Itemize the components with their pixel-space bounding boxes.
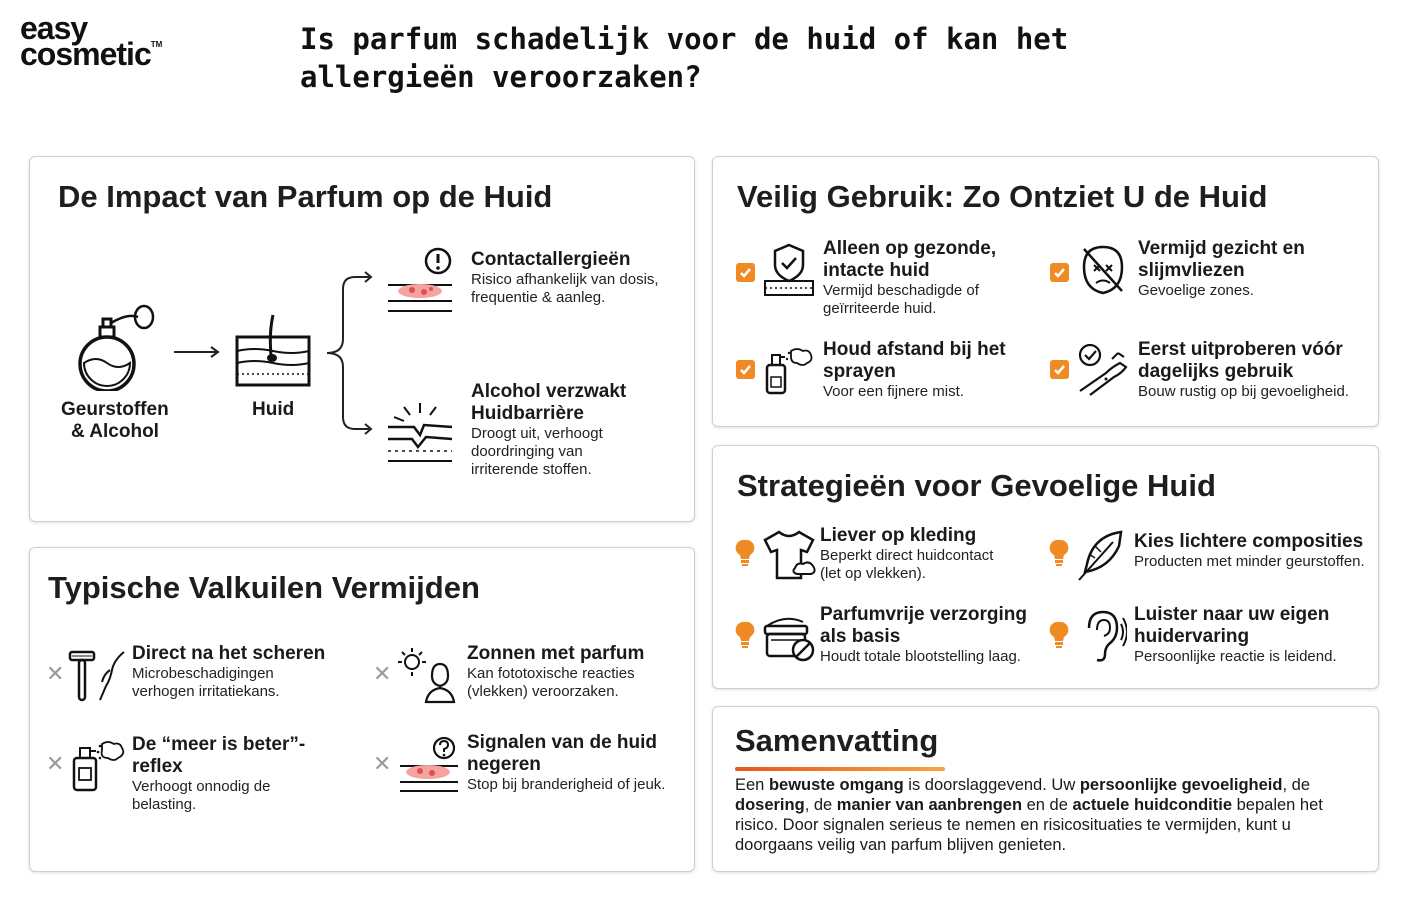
strategy-item-light: [1134, 531, 1374, 571]
strategies-heading: Strategieën voor Gevoelige Huid: [737, 468, 1216, 503]
source-label-1: Geurstoffen: [61, 399, 169, 420]
strategy-item-clothing: [820, 525, 1020, 583]
safe-item-intact-skin: [823, 238, 1023, 318]
pitfall-item-shaving-desc: Microbeschadigingen verhogen irritatiekans.: [132, 665, 280, 700]
bulb-icon: [735, 620, 755, 650]
summary-card: [712, 706, 1379, 872]
tshirt-icon: [761, 528, 817, 582]
pitfall-item-more-desc: Verhoogt onnodig de belasting.: [132, 778, 271, 813]
summary-part: bepalen het risico. Door signalen serieus te nemen en risicosituaties te vermijden, kunt u doorgaans veilig van parfum blijven genieten.: [735, 796, 1323, 854]
face-no-icon: [1078, 243, 1128, 297]
impact-item-allergy-title: Contactallergieën: [471, 249, 631, 270]
strategy-item-clothing-title: Liever op kleding: [820, 525, 977, 546]
safe-item-avoid-face-desc: Gevoelige zones.: [1138, 282, 1254, 299]
x-icon: ✕: [46, 661, 65, 686]
pitfalls-card: [29, 547, 695, 872]
spray-bottle-icon: [763, 343, 815, 397]
perfume-bottle-icon: [78, 299, 160, 391]
arm-test-icon: [1076, 343, 1130, 397]
bulb-icon: [1049, 538, 1069, 568]
cream-jar-icon: [761, 608, 817, 664]
summary-part: Een: [735, 776, 769, 794]
x-icon: ✕: [46, 751, 65, 776]
summary-bold: bewuste omgang: [768, 776, 904, 794]
impact-item-alcohol-title-2: Huidbarrière: [471, 403, 584, 424]
summary-text: [735, 775, 1360, 855]
brand-line-2: cosmetic: [20, 35, 151, 72]
summary-part: en de: [1022, 796, 1073, 814]
summary-part: , de: [1282, 776, 1310, 794]
safe-item-distance-title: Houd afstand bij het sprayen: [823, 339, 1006, 382]
pitfall-item-ignore-desc: Stop bij branderigheid of jeuk.: [467, 776, 666, 793]
summary-bold: persoonlijke gevoeligheid: [1079, 776, 1283, 794]
summary-part: , de: [804, 796, 837, 814]
bulb-icon: [1049, 620, 1069, 650]
branch-bracket-icon: [325, 267, 375, 437]
safe-item-avoid-face-title: Vermijd gezicht en slijmvliezen: [1138, 238, 1305, 281]
bulb-icon: [735, 538, 755, 568]
summary-bold: dosering: [735, 796, 805, 814]
trademark: TM: [150, 39, 163, 49]
pitfall-item-sun: [467, 643, 687, 701]
pitfall-item-shaving: [132, 643, 352, 701]
feather-icon: [1075, 528, 1127, 582]
safe-item-distance-desc: Voor een fijnere mist.: [823, 383, 964, 400]
safe-item-test-first-desc: Bouw rustig op bij gevoeligheid.: [1138, 383, 1349, 400]
check-icon: [736, 263, 755, 282]
strategy-item-fragrance-free-title: Parfumvrije verzorging als basis: [820, 604, 1027, 647]
safe-item-test-first: [1138, 339, 1368, 401]
impact-item-alcohol: [471, 381, 686, 479]
impact-item-allergy: [471, 249, 686, 307]
safe-use-card: [712, 156, 1379, 427]
impact-item-allergy-desc: Risico afhankelijk van dosis, frequentie & aanleg.: [471, 271, 659, 306]
razor-icon: [66, 646, 126, 704]
summary-bold: manier van aanbrengen: [836, 796, 1023, 814]
skin-label: Huid: [252, 399, 295, 420]
pitfall-item-ignore: [467, 732, 692, 794]
safe-item-intact-skin-desc: Vermijd beschadigde of geïrriteerde huid.: [823, 282, 979, 317]
irritated-skin-icon: [384, 245, 456, 315]
cracked-skin-icon: [384, 399, 456, 465]
strategy-item-clothing-desc: Beperkt direct huidcontact (let op vlekken).: [820, 547, 994, 582]
strategy-item-light-title: Kies lichtere composities: [1134, 531, 1364, 552]
check-icon: [1050, 360, 1069, 379]
strategy-item-fragrance-free: [820, 604, 1045, 666]
strategy-item-listen-desc: Persoonlijke reactie is leidend.: [1134, 648, 1337, 665]
source-label-2: & Alcohol: [71, 421, 159, 442]
safe-item-test-first-title: Eerst uitproberen vóór dagelijks gebruik: [1138, 339, 1343, 382]
x-icon: ✕: [373, 751, 392, 776]
pitfall-item-ignore-title: Signalen van de huid negeren: [467, 732, 658, 775]
brand-logo: [20, 10, 163, 72]
strategy-item-listen-title: Luister naar uw eigen huidervaring: [1134, 604, 1330, 647]
strategy-item-light-desc: Producten met minder geurstoffen.: [1134, 553, 1365, 570]
x-icon: ✕: [373, 661, 392, 686]
safe-item-intact-skin-title: Alleen op gezonde, intacte huid: [823, 238, 997, 281]
page-title: Is parfum schadelijk voor de huid of kan het allergieën veroorzaken?: [300, 22, 1069, 94]
impact-heading: De Impact van Parfum op de Huid: [58, 179, 553, 214]
pitfall-item-more: [132, 734, 352, 814]
impact-item-alcohol-desc: Droogt uit, verhoogt doordringing van irriterende stoffen.: [471, 425, 603, 478]
strategy-item-fragrance-free-desc: Houdt totale blootstelling laag.: [820, 648, 1021, 665]
pitfalls-heading: Typische Valkuilen Vermijden: [48, 570, 480, 605]
impact-card: [29, 156, 695, 522]
skin-question-icon: [398, 736, 460, 794]
summary-bold: actuele huidconditie: [1072, 796, 1233, 814]
safe-use-heading: Veilig Gebruik: Zo Ontziet U de Huid: [737, 179, 1268, 214]
brand-line-1: easy: [20, 10, 88, 46]
pitfall-item-sun-desc: Kan fototoxische reacties (vlekken) veroorzaken.: [467, 665, 635, 700]
safe-item-avoid-face: [1138, 238, 1338, 300]
flow-arrow-icon: [172, 345, 222, 359]
pitfall-item-more-title: De “meer is beter”-reflex: [132, 734, 306, 777]
summary-underline: [735, 767, 945, 771]
ear-icon: [1077, 608, 1127, 664]
spray-icon: [70, 738, 126, 794]
strategies-card: [712, 445, 1379, 689]
strategy-item-listen: [1134, 604, 1374, 666]
pitfall-item-sun-title: Zonnen met parfum: [467, 643, 645, 664]
pitfall-item-shaving-title: Direct na het scheren: [132, 643, 326, 664]
impact-item-alcohol-title-1: Alcohol verzwakt: [471, 381, 627, 402]
summary-heading: Samenvatting: [735, 723, 939, 758]
check-icon: [736, 360, 755, 379]
skin-layer-icon: [234, 311, 312, 389]
summary-part: is doorslaggevend. Uw: [903, 776, 1080, 794]
safe-item-distance: [823, 339, 1023, 401]
sun-person-icon: [398, 646, 458, 704]
shield-skin-icon: [763, 243, 815, 297]
check-icon: [1050, 263, 1069, 282]
